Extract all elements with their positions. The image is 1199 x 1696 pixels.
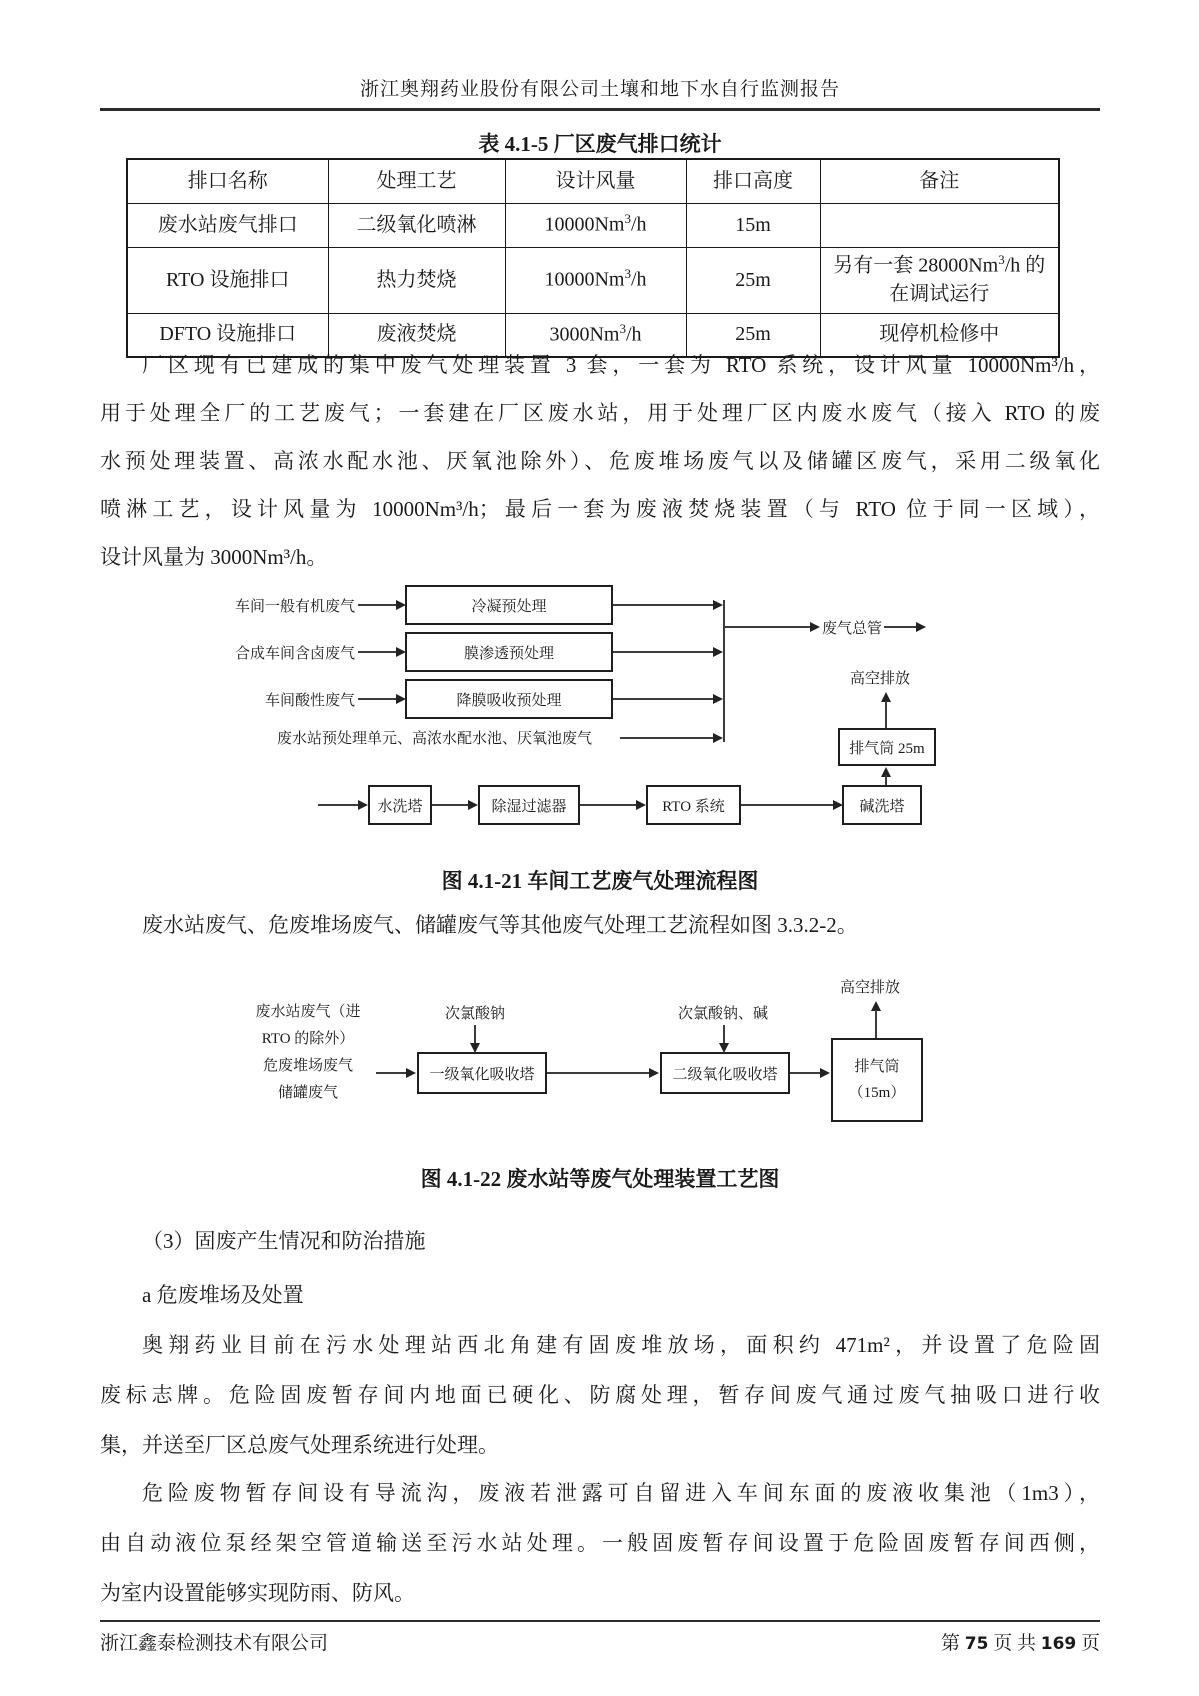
cell-note: 另有一套 28000Nm$^3$/h 的在调试运行 — [820, 247, 1059, 313]
connector-line — [358, 698, 400, 700]
figure1-caption: 图 4.1-21 车间工艺废气处理流程图 — [441, 869, 759, 893]
fig1-input-label: 车间酸性废气 — [264, 693, 355, 709]
paragraph-line: 为室内设置能够实现防雨、防风。 — [100, 1581, 415, 1605]
fig2-source-line: RTO 的除外） — [261, 1031, 355, 1047]
figure-workshop-gas-flow-diagram — [100, 580, 1100, 855]
connector-line — [358, 604, 400, 606]
cell-outlet-height: 15m — [686, 203, 820, 247]
fig1-discharge-label: 高空排放 — [850, 671, 911, 687]
table-title: 表 4.1-5 厂区废气排口统计 — [478, 132, 722, 156]
collector-line — [723, 600, 725, 742]
arrowhead-right-icon — [713, 733, 723, 743]
arrowhead-right-icon — [810, 622, 820, 632]
cell-process: 二级氧化喷淋 — [328, 203, 505, 247]
fig1-input-label-wastewater-units: 废水站预处理单元、高浓水配水池、厌氧池废气 — [277, 731, 593, 747]
connector-line — [547, 1072, 653, 1074]
connector-line — [432, 804, 472, 806]
cell-note: 现停机检修中 — [820, 313, 1059, 357]
fig1-input-label: 合成车间含卤废气 — [234, 646, 355, 662]
fig2-box-secondary-oxidation-tower: 二级氧化吸收塔 — [660, 1052, 790, 1094]
connector-line — [580, 804, 640, 806]
connector-line — [885, 775, 887, 785]
paragraph-line: 用于处理全厂的工艺废气；一套建在厂区废水站，用于处理厂区内废水废气（接入 RTO 的废 — [100, 401, 1100, 425]
connector-line — [474, 1025, 476, 1043]
fig2-source-line: 危废堆场废气 — [262, 1058, 353, 1074]
cell-design-flow: 10000Nm$^3$/h — [505, 203, 686, 247]
cell-outlet-height: 25m — [686, 313, 820, 357]
col-header-outlet-height: 排口高度 — [686, 159, 820, 203]
connector-line — [613, 698, 715, 700]
col-header-process: 处理工艺 — [328, 159, 505, 203]
fig1-stack-box: 排气筒 25m — [838, 728, 936, 766]
table-row — [127, 203, 1059, 247]
cell-design-flow: 10000Nm$^3$/h — [505, 247, 686, 313]
paragraph-line: 厂区现有已建成的集中废气处理装置 3 套，一套为 RTO 系统，设计风量 10000Nm³/h， — [142, 353, 1100, 377]
section-heading-solid-waste: （3）固废产生情况和防治措施 — [142, 1229, 426, 1253]
connector-line — [875, 1010, 877, 1038]
arrowhead-right-icon — [713, 694, 723, 704]
col-header-note: 备注 — [820, 159, 1059, 203]
fig1-box-water-scrubber: 水洗塔 — [368, 785, 432, 825]
footer-rule — [100, 1620, 1100, 1622]
col-header-outlet-name: 排口名称 — [127, 159, 328, 203]
fig2-source-label — [242, 999, 374, 1107]
paragraph-line: 奥翔药业目前在污水处理站西北角建有固废堆放场，面积约 471m²，并设置了危险固 — [142, 1333, 1100, 1357]
cell-outlet-height: 25m — [686, 247, 820, 313]
connector-line — [376, 1072, 410, 1074]
arrowhead-right-icon — [820, 1068, 830, 1078]
paragraph-line: 喷淋工艺，设计风量为 10000Nm³/h；最后一套为废液焚烧装置（与 RTO 位于同一区域）， — [100, 497, 1100, 521]
arrowhead-right-icon — [358, 800, 368, 810]
figure2-caption: 图 4.1-22 废水站等废气处理装置工艺图 — [420, 1167, 780, 1191]
table-header-row — [127, 159, 1059, 203]
arrowhead-right-icon — [636, 800, 646, 810]
cell-outlet-name: RTO 设施排口 — [127, 247, 328, 313]
connector-line — [884, 626, 918, 628]
cell-outlet-name: 废水站废气排口 — [127, 203, 328, 247]
fig2-dosing2-label: 次氯酸钠、碱 — [678, 1006, 769, 1022]
footer-company: 浙江鑫泰检测技术有限公司 — [100, 1633, 329, 1654]
connector-line — [613, 651, 715, 653]
figure-wastewater-station-gas-diagram — [100, 955, 1100, 1145]
arrowhead-right-icon — [649, 1068, 659, 1078]
header-rule — [100, 108, 1100, 111]
page-header-title: 浙江奥翔药业股份有限公司土壤和地下水自行监测报告 — [359, 79, 840, 100]
paragraph-line: 危险废物暂存间设有导流沟，废液若泄露可自留进入车间东面的废液收集池（1m3）， — [142, 1481, 1100, 1505]
fig1-box-falling-film-absorption: 降膜吸收预处理 — [405, 679, 613, 719]
connector-line — [790, 1072, 824, 1074]
paragraph-line: 废水站废气、危废堆场废气、储罐废气等其他废气处理工艺流程如图 3.3.2-2。 — [142, 913, 858, 937]
arrowhead-right-icon — [916, 622, 926, 632]
connector-line — [723, 626, 813, 628]
paragraph-line: 设计风量为 3000Nm³/h。 — [100, 545, 328, 569]
fig2-stack-box — [831, 1038, 923, 1122]
cell-process: 废液焚烧 — [328, 313, 505, 357]
connector-line — [613, 604, 715, 606]
fig2-source-line: 废水站废气（进 — [255, 1004, 361, 1020]
paragraph-line: 水预处理装置、高浓水配水池、厌氧池除外）、危废堆场废气以及储罐区废气，采用二级氧化 — [100, 449, 1100, 473]
paragraph-line: 废标志牌。危险固废暂存间内地面已硬化、防腐处理，暂存间废气通过废气抽吸口进行收 — [100, 1383, 1100, 1407]
connector-line — [620, 737, 715, 739]
connector-line — [318, 804, 362, 806]
fig1-box-dehumidify-filter: 除湿过滤器 — [478, 785, 580, 825]
cell-note — [820, 203, 1059, 247]
arrowhead-right-icon — [713, 647, 723, 657]
cell-design-flow: 3000Nm$^3$/h — [505, 313, 686, 357]
connector-line — [358, 651, 400, 653]
fig1-input-label: 车间一般有机废气 — [234, 599, 355, 615]
table-row — [127, 313, 1059, 357]
fig1-main-pipe-label: 废气总管 — [822, 621, 883, 637]
fig2-stack-line2: （15m） — [848, 1085, 906, 1101]
cell-outlet-name: DFTO 设施排口 — [127, 313, 328, 357]
paragraph-line: 由自动液位泵经架空管道输送至污水站处理。一般固废暂存间设置于危险固废暂存间西侧， — [100, 1531, 1100, 1555]
fig2-dosing1-label: 次氯酸钠 — [445, 1006, 506, 1022]
fig1-box-membrane-pretreatment: 膜渗透预处理 — [405, 632, 613, 672]
table-row — [127, 247, 1059, 313]
fig1-box-alkali-scrubber: 碱洗塔 — [842, 785, 922, 825]
fig1-box-rto-system: RTO 系统 — [646, 785, 741, 825]
section-heading-hazardous-storage: a 危废堆场及处置 — [142, 1283, 304, 1307]
arrowhead-right-icon — [468, 800, 478, 810]
cell-process: 热力焚烧 — [328, 247, 505, 313]
fig2-discharge-label: 高空排放 — [840, 980, 901, 996]
connector-line — [885, 701, 887, 728]
fig2-source-line: 储罐废气 — [277, 1085, 338, 1101]
fig1-box-condensation-pretreatment: 冷凝预处理 — [405, 585, 613, 625]
emission-outlet-table — [126, 158, 1060, 358]
arrowhead-right-icon — [406, 1068, 416, 1078]
connector-line — [723, 1025, 725, 1043]
footer-page-number: 第 75 页 共 169 页 — [941, 1633, 1100, 1654]
fig2-box-primary-oxidation-tower: 一级氧化吸收塔 — [417, 1052, 547, 1094]
col-header-design-flow: 设计风量 — [505, 159, 686, 203]
fig2-stack-line1: 排气筒 — [854, 1059, 900, 1075]
connector-line — [741, 804, 837, 806]
arrowhead-right-icon — [713, 600, 723, 610]
paragraph-line: 集，并送至厂区总废气处理系统进行处理。 — [100, 1433, 499, 1457]
